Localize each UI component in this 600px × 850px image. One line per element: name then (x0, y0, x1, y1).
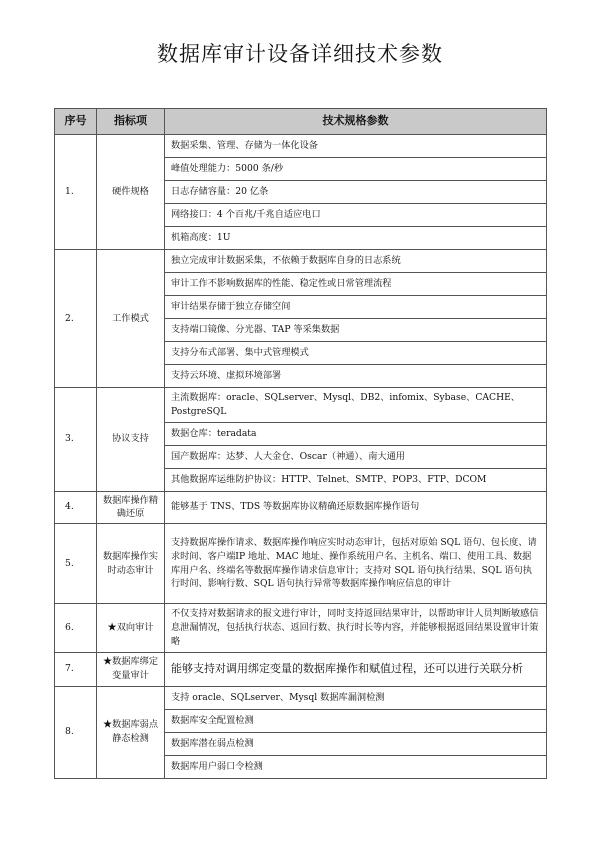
row-indicator: 工作模式 (97, 250, 165, 388)
spec-cell: 支持 oracle、SQLserver、Mysql 数据库漏洞检测 (165, 686, 547, 709)
spec-cell: 能够支持对调用绑定变量的数据库操作和赋值过程，还可以进行关联分析 (165, 652, 547, 686)
row-seq: 7. (55, 652, 97, 686)
spec-cell: 能够基于 TNS、TDS 等数据库协议精确还原数据库操作语句 (165, 491, 547, 524)
row-indicator: ★双向审计 (97, 604, 165, 652)
spec-cell: 支持数据库操作请求、数据库操作响应实时动态审计，包括对原始 SQL 语句、包长度、请求时间、客户端IP 地址、MAC 地址、操作系统用户名、主机名、端口、使用工具、数据库用户名、终端名等数据库操作请求信息审计；支持对 SQL 语句执行结果、SQL 语句执行时间、影响行数、SQL 语句执行异常等数据库操作响应信息的审计 (165, 524, 547, 604)
spec-cell: 数据库用户弱口令检测 (165, 755, 547, 778)
header-seq: 序号 (55, 109, 97, 135)
table-row (55, 604, 547, 652)
row-indicator: ★数据库绑定变量审计 (97, 652, 165, 686)
spec-cell: 审计结果存储于独立存储空间 (165, 296, 547, 319)
spec-cell: 独立完成审计数据采集，不依赖于数据库自身的日志系统 (165, 250, 547, 273)
row-indicator: 数据库操作实时动态审计 (97, 524, 165, 604)
row-indicator: 协议支持 (97, 388, 165, 492)
spec-cell: 其他数据库运维防护协议：HTTP、Telnet、SMTP、POP3、FTP、DCOM (165, 468, 547, 491)
table-row (55, 250, 547, 273)
header-indicator: 指标项 (97, 109, 165, 135)
row-seq: 1. (55, 135, 97, 250)
spec-cell: 数据采集、管理、存储为一体化设备 (165, 135, 547, 158)
row-seq: 6. (55, 604, 97, 652)
row-indicator: 数据库操作精确还原 (97, 491, 165, 524)
spec-cell: 日志存储容量：20 亿条 (165, 181, 547, 204)
row-seq: 8. (55, 686, 97, 778)
table-row (55, 135, 547, 158)
spec-cell: 机箱高度：1U (165, 227, 547, 250)
spec-cell: 峰值处理能力：5000 条/秒 (165, 158, 547, 181)
row-seq: 5. (55, 524, 97, 604)
spec-cell: 国产数据库：达梦、人大金仓、Oscar（神通）、南大通用 (165, 445, 547, 468)
row-indicator: 硬件规格 (97, 135, 165, 250)
spec-cell: 网络接口：4 个百兆/千兆自适应电口 (165, 204, 547, 227)
header-spec: 技术规格参数 (165, 109, 547, 135)
table-row (55, 388, 547, 423)
spec-cell: 数据仓库：teradata (165, 422, 547, 445)
spec-cell: 审计工作不影响数据库的性能、稳定性或日常管理流程 (165, 273, 547, 296)
spec-cell: 不仅支持对数据请求的报文进行审计，同时支持返回结果审计，以帮助审计人员判断敏感信息泄漏情况，包括执行状态、返回行数、执行时长等内容，并能够根据返回结果设置审计策略 (165, 604, 547, 652)
table-row (55, 524, 547, 604)
row-seq: 2. (55, 250, 97, 388)
table-row (55, 686, 547, 709)
row-seq: 4. (55, 491, 97, 524)
page-title: 数据库审计设备详细技术参数 (157, 42, 443, 66)
table-row (55, 652, 547, 686)
spec-table (54, 108, 547, 779)
spec-cell: 主流数据库：oracle、SQLserver、Mysql、DB2、infomix、Sybase、CACHE、PostgreSQL (165, 388, 547, 423)
row-seq: 3. (55, 388, 97, 492)
spec-cell: 数据库安全配置检测 (165, 709, 547, 732)
spec-cell: 支持端口镜像、分光器、TAP 等采集数据 (165, 319, 547, 342)
row-indicator: ★数据库弱点静态检测 (97, 686, 165, 778)
table-header-row (55, 109, 547, 135)
spec-cell: 数据库潜在弱点检测 (165, 732, 547, 755)
table-row (55, 491, 547, 524)
spec-cell: 支持分布式部署、集中式管理模式 (165, 342, 547, 365)
spec-cell: 支持云环境、虚拟环境部署 (165, 365, 547, 388)
